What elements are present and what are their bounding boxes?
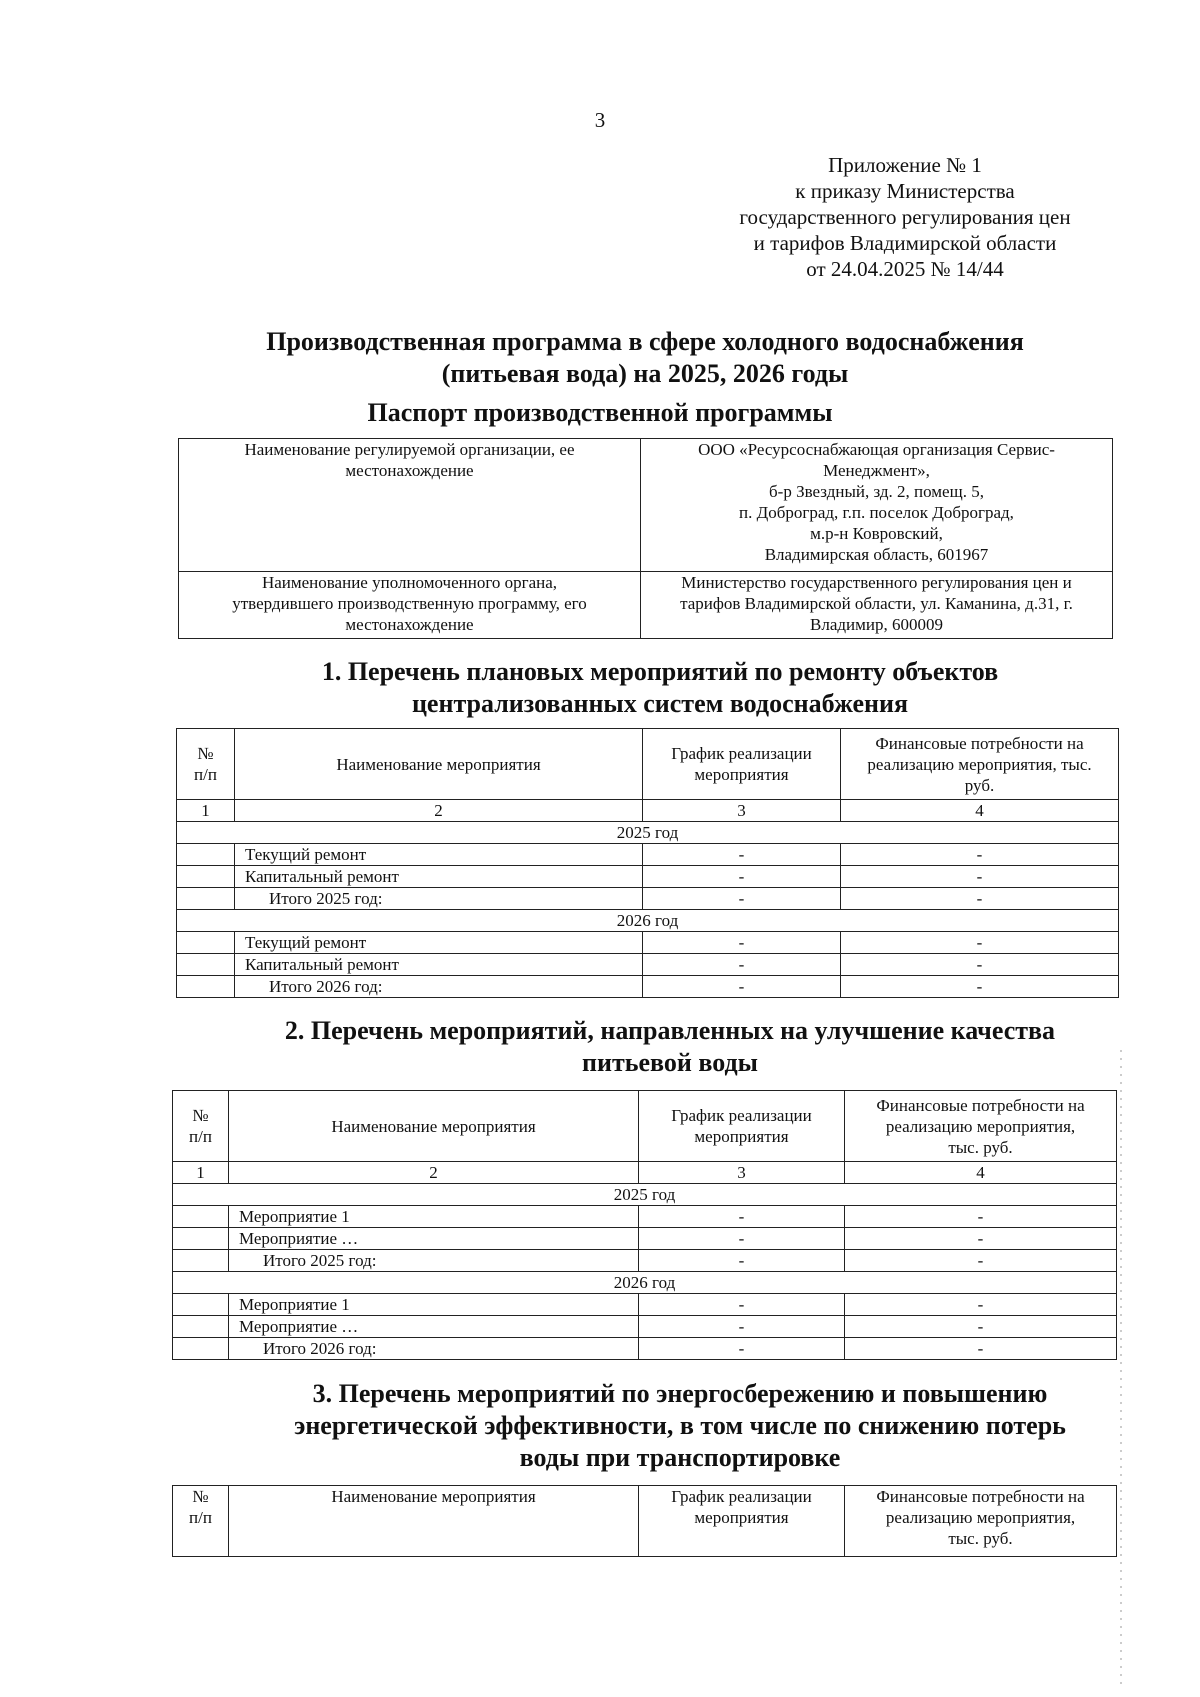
table-row: [179, 572, 1113, 639]
cell-line: Менеджмент»,: [823, 461, 930, 480]
year-row: [173, 1272, 1117, 1294]
col-number: 4: [845, 1162, 1117, 1184]
schedule-value: -: [639, 1294, 845, 1316]
schedule-value: -: [639, 1316, 845, 1338]
total-row: [177, 888, 1119, 910]
table-row: [179, 439, 1113, 572]
cell-line: №: [192, 1106, 209, 1125]
scan-edge-artifact: [1118, 1050, 1124, 1690]
header-num: [173, 1486, 229, 1557]
section3-table: [172, 1485, 1117, 1557]
num-cell: [177, 954, 235, 976]
table-row: [173, 1228, 1117, 1250]
table-row: [177, 844, 1119, 866]
cell-line: п/п: [194, 765, 217, 784]
cell-line: местонахождение: [345, 461, 474, 480]
appendix-line: государственного регулирования цен: [739, 205, 1071, 229]
cell-line: местонахождение: [345, 615, 474, 634]
header-num: [173, 1091, 229, 1162]
finance-value: -: [845, 1228, 1117, 1250]
cell-line: мероприятия: [694, 1508, 789, 1527]
table-header-row: [173, 1486, 1117, 1557]
document-title: [230, 326, 1060, 390]
num-cell: [173, 1294, 229, 1316]
cell-line: Наименование регулируемой организации, ее: [244, 440, 575, 459]
passport-value-cell: [641, 572, 1113, 639]
schedule-value: -: [639, 1250, 845, 1272]
total-row: [177, 976, 1119, 998]
measure-label: Капитальный ремонт: [235, 866, 643, 888]
section-title-line: питьевой воды: [582, 1048, 758, 1077]
year-row: [177, 910, 1119, 932]
num-cell: [173, 1338, 229, 1360]
page-number: 3: [594, 108, 606, 132]
column-number-row: [177, 800, 1119, 822]
passport-label-cell: [179, 439, 641, 572]
measure-label: Мероприятие …: [229, 1228, 639, 1250]
cell-line: п/п: [189, 1127, 212, 1146]
num-cell: [177, 888, 235, 910]
cell-line: График реализации: [671, 744, 812, 763]
year-row: [173, 1184, 1117, 1206]
section2-table: [172, 1090, 1117, 1360]
section-title-line: воды при транспортировке: [519, 1443, 841, 1472]
section-title-line: 3. Перечень мероприятий по энергосбережению и повышению: [312, 1379, 1048, 1408]
col-number: 1: [177, 800, 235, 822]
schedule-value: -: [639, 1338, 845, 1360]
section3-title: [240, 1378, 1120, 1474]
num-cell: [177, 976, 235, 998]
cell-line: реализацию мероприятия, тыс.: [867, 754, 1092, 774]
cell-line: Финансовые потребности на: [876, 1487, 1085, 1506]
year-row: [177, 822, 1119, 844]
table-row: [173, 1294, 1117, 1316]
col-number: 1: [173, 1162, 229, 1184]
num-cell: [173, 1228, 229, 1250]
total-label: Итого 2025 год:: [229, 1250, 639, 1272]
finance-value: -: [845, 1206, 1117, 1228]
section2-title: [240, 1015, 1100, 1079]
finance-value: -: [845, 1338, 1117, 1360]
schedule-value: -: [643, 954, 841, 976]
finance-value: -: [845, 1316, 1117, 1338]
document-title-line: Производственная программа в сфере холодного водоснабжения: [266, 327, 1024, 356]
col-number: 3: [639, 1162, 845, 1184]
cell-line: тыс. руб.: [948, 1529, 1013, 1548]
cell-line: тарифов Владимирской области, ул. Каманина, д.31, г.: [680, 594, 1073, 613]
year-label: 2026 год: [173, 1272, 1117, 1294]
col-number: 2: [235, 800, 643, 822]
column-number-row: [173, 1162, 1117, 1184]
cell-line: Финансовые потребности на: [876, 1095, 1085, 1115]
col-number: 2: [229, 1162, 639, 1184]
header-num: [177, 729, 235, 800]
section-title-line: энергетической эффективности, в том числе по снижению потерь: [294, 1411, 1066, 1440]
table-row: [177, 866, 1119, 888]
table-row: [177, 932, 1119, 954]
num-cell: [177, 932, 235, 954]
col-number: 3: [643, 800, 841, 822]
cell-line: утвердившего производственную программу, его: [232, 594, 587, 613]
document-title-line: (питьевая вода) на 2025, 2026 годы: [441, 359, 849, 388]
total-label: Итого 2026 год:: [235, 976, 643, 998]
schedule-value: -: [643, 844, 841, 866]
measure-label: Мероприятие 1: [229, 1294, 639, 1316]
schedule-value: -: [643, 932, 841, 954]
cell-line: п. Доброград, г.п. поселок Доброград,: [739, 503, 1014, 522]
schedule-value: -: [643, 866, 841, 888]
finance-value: -: [845, 1250, 1117, 1272]
passport-table: [178, 438, 1113, 639]
section-title-line: 1. Перечень плановых мероприятий по ремонту объектов: [321, 657, 999, 686]
table-header-row: [177, 729, 1119, 800]
finance-value: -: [845, 1294, 1117, 1316]
schedule-value: -: [639, 1206, 845, 1228]
year-label: 2025 год: [177, 822, 1119, 844]
total-row: [173, 1250, 1117, 1272]
cell-line: Министерство государственного регулирования цен и: [681, 573, 1072, 592]
header-schedule: [639, 1091, 845, 1162]
cell-line: м.р-н Ковровский,: [810, 524, 943, 543]
finance-value: -: [841, 866, 1119, 888]
header-schedule: [643, 729, 841, 800]
schedule-value: -: [643, 888, 841, 910]
measure-label: Мероприятие 1: [229, 1206, 639, 1228]
finance-value: -: [841, 844, 1119, 866]
year-label: 2026 год: [177, 910, 1119, 932]
num-cell: [173, 1316, 229, 1338]
cell-line: реализацию мероприятия,: [885, 1508, 1076, 1527]
header-name: Наименование мероприятия: [229, 1486, 639, 1557]
cell-line: График реализации: [671, 1487, 812, 1506]
measure-label: Мероприятие …: [229, 1316, 639, 1338]
schedule-value: -: [643, 976, 841, 998]
passport-value-cell: [641, 439, 1113, 572]
cell-line: Финансовые потребности на: [875, 733, 1084, 753]
cell-line: Владимир, 600009: [810, 615, 943, 634]
passport-label-cell: [179, 572, 641, 639]
finance-value: -: [841, 954, 1119, 976]
cell-line: №: [197, 744, 214, 763]
passport-heading: Паспорт производственной программы: [367, 398, 833, 427]
cell-line: №: [192, 1487, 209, 1506]
header-finance: [841, 729, 1119, 800]
appendix-line: от 24.04.2025 № 14/44: [806, 257, 1004, 281]
header-finance: [845, 1091, 1117, 1162]
finance-value: -: [841, 976, 1119, 998]
header-schedule: [639, 1486, 845, 1557]
cell-line: График реализации: [671, 1106, 812, 1125]
cell-line: мероприятия: [694, 765, 789, 784]
measure-label: Текущий ремонт: [235, 844, 643, 866]
cell-line: тыс. руб.: [948, 1137, 1013, 1157]
num-cell: [177, 844, 235, 866]
header-name: Наименование мероприятия: [229, 1091, 639, 1162]
section1-title: [200, 656, 1120, 720]
cell-line: п/п: [189, 1508, 212, 1527]
total-label: Итого 2026 год:: [229, 1338, 639, 1360]
table-row: [173, 1206, 1117, 1228]
num-cell: [173, 1250, 229, 1272]
total-label: Итого 2025 год:: [235, 888, 643, 910]
cell-line: ООО «Ресурсоснабжающая организация Сервис-: [698, 440, 1055, 459]
header-finance: [845, 1486, 1117, 1557]
appendix-block: [700, 152, 1110, 282]
finance-value: -: [841, 932, 1119, 954]
appendix-line: Приложение № 1: [828, 153, 982, 177]
finance-value: -: [841, 888, 1119, 910]
table-row: [173, 1316, 1117, 1338]
measure-label: Текущий ремонт: [235, 932, 643, 954]
cell-line: Владимирская область, 601967: [764, 545, 989, 564]
cell-line: мероприятия: [694, 1127, 789, 1146]
section1-table: [176, 728, 1119, 998]
year-label: 2025 год: [173, 1184, 1117, 1206]
appendix-line: к приказу Министерства: [795, 179, 1015, 203]
total-row: [173, 1338, 1117, 1360]
cell-line: б-р Звездный, зд. 2, помещ. 5,: [769, 482, 984, 501]
section-title-line: централизованных систем водоснабжения: [411, 689, 909, 718]
appendix-line: и тарифов Владимирской области: [753, 231, 1057, 255]
table-row: [177, 954, 1119, 976]
header-name: Наименование мероприятия: [235, 729, 643, 800]
section-title-line: 2. Перечень мероприятий, направленных на улучшение качества: [284, 1016, 1056, 1045]
num-cell: [173, 1206, 229, 1228]
table-header-row: [173, 1091, 1117, 1162]
cell-line: реализацию мероприятия,: [885, 1116, 1076, 1136]
measure-label: Капитальный ремонт: [235, 954, 643, 976]
num-cell: [177, 866, 235, 888]
schedule-value: -: [639, 1228, 845, 1250]
cell-line: руб.: [964, 775, 995, 795]
col-number: 4: [841, 800, 1119, 822]
cell-line: Наименование уполномоченного органа,: [261, 573, 558, 592]
